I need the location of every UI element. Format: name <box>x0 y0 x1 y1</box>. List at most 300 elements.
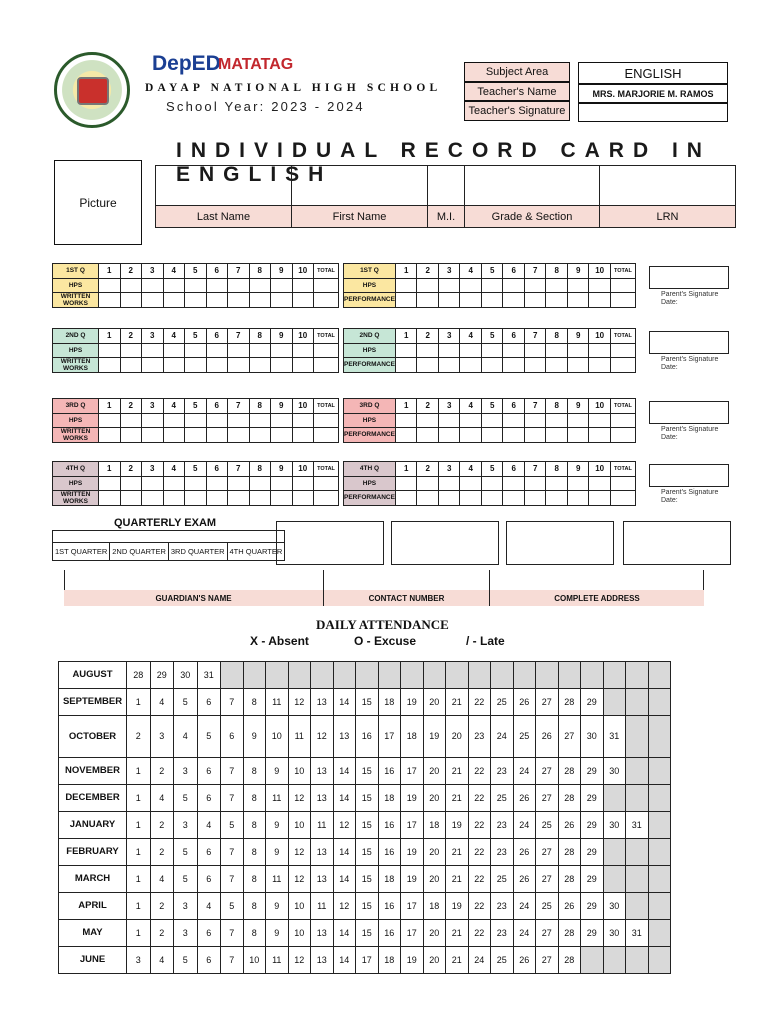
day-cell[interactable]: 23 <box>491 757 514 784</box>
hps-cell[interactable] <box>314 476 339 491</box>
score-cell[interactable] <box>567 491 589 506</box>
name-field-4[interactable] <box>600 166 736 206</box>
day-cell[interactable]: 2 <box>150 892 174 919</box>
hps-cell[interactable] <box>481 343 503 358</box>
score-cell[interactable] <box>249 491 271 506</box>
name-field-1[interactable] <box>292 166 428 206</box>
score-cell[interactable] <box>99 428 121 443</box>
score-cell[interactable] <box>610 491 635 506</box>
score-cell[interactable] <box>589 491 611 506</box>
day-cell[interactable]: 6 <box>197 688 221 715</box>
day-cell[interactable]: 5 <box>174 688 198 715</box>
day-cell[interactable]: 4 <box>150 688 174 715</box>
hps-cell[interactable] <box>99 278 121 293</box>
day-cell[interactable]: 4 <box>150 784 174 811</box>
score-cell[interactable] <box>314 491 339 506</box>
exam-box-4[interactable] <box>623 521 731 565</box>
hps-cell[interactable] <box>271 278 293 293</box>
day-cell[interactable]: 20 <box>423 919 446 946</box>
hps-cell[interactable] <box>481 476 503 491</box>
day-cell[interactable]: 9 <box>266 838 289 865</box>
day-cell[interactable]: 12 <box>288 838 311 865</box>
day-cell[interactable]: 13 <box>311 946 334 973</box>
hps-cell[interactable] <box>249 278 271 293</box>
day-cell[interactable]: 7 <box>221 784 244 811</box>
hps-cell[interactable] <box>228 413 250 428</box>
day-cell[interactable]: 13 <box>311 784 334 811</box>
hps-cell[interactable] <box>99 343 121 358</box>
hps-cell[interactable] <box>249 413 271 428</box>
score-cell[interactable] <box>503 491 525 506</box>
day-cell[interactable]: 24 <box>513 757 536 784</box>
day-cell[interactable]: 8 <box>243 757 266 784</box>
score-cell[interactable] <box>314 358 339 373</box>
score-cell[interactable] <box>395 491 417 506</box>
score-cell[interactable] <box>524 491 546 506</box>
day-cell[interactable]: 2 <box>150 838 174 865</box>
score-cell[interactable] <box>567 293 589 308</box>
score-cell[interactable] <box>206 358 228 373</box>
hps-cell[interactable] <box>292 278 314 293</box>
hps-cell[interactable] <box>185 413 207 428</box>
day-cell[interactable]: 15 <box>356 919 379 946</box>
hps-cell[interactable] <box>120 476 142 491</box>
score-cell[interactable] <box>610 358 635 373</box>
day-cell[interactable]: 12 <box>288 688 311 715</box>
day-cell[interactable]: 15 <box>356 892 379 919</box>
day-cell[interactable]: 18 <box>378 784 401 811</box>
day-cell[interactable]: 27 <box>536 919 559 946</box>
day-cell[interactable]: 30 <box>174 662 198 689</box>
score-cell[interactable] <box>185 358 207 373</box>
hps-cell[interactable] <box>142 476 164 491</box>
score-cell[interactable] <box>524 428 546 443</box>
hps-cell[interactable] <box>610 476 635 491</box>
score-cell[interactable] <box>567 358 589 373</box>
day-cell[interactable]: 7 <box>221 946 244 973</box>
day-cell[interactable]: 8 <box>243 892 266 919</box>
score-cell[interactable] <box>120 293 142 308</box>
day-cell[interactable]: 18 <box>378 688 401 715</box>
day-cell[interactable]: 25 <box>513 715 536 757</box>
day-cell[interactable]: 5 <box>221 811 244 838</box>
day-cell[interactable]: 4 <box>150 865 174 892</box>
name-field-0[interactable] <box>156 166 292 206</box>
day-cell[interactable]: 7 <box>221 688 244 715</box>
day-cell[interactable]: 14 <box>333 865 356 892</box>
hps-cell[interactable] <box>524 343 546 358</box>
hps-cell[interactable] <box>524 413 546 428</box>
day-cell[interactable]: 29 <box>581 688 604 715</box>
hps-cell[interactable] <box>185 343 207 358</box>
score-cell[interactable] <box>546 428 568 443</box>
score-cell[interactable] <box>249 428 271 443</box>
score-cell[interactable] <box>163 491 185 506</box>
hps-cell[interactable] <box>546 343 568 358</box>
day-cell[interactable]: 1 <box>127 688 151 715</box>
day-cell[interactable]: 8 <box>243 688 266 715</box>
day-cell[interactable]: 12 <box>288 865 311 892</box>
hps-cell[interactable] <box>292 343 314 358</box>
day-cell[interactable]: 22 <box>468 838 491 865</box>
day-cell[interactable]: 3 <box>174 811 198 838</box>
day-cell[interactable]: 15 <box>356 838 379 865</box>
score-cell[interactable] <box>292 293 314 308</box>
day-cell[interactable]: 18 <box>378 946 401 973</box>
day-cell[interactable]: 9 <box>266 811 289 838</box>
day-cell[interactable]: 21 <box>446 784 469 811</box>
hps-cell[interactable] <box>249 343 271 358</box>
day-cell[interactable]: 26 <box>558 892 581 919</box>
day-cell[interactable]: 4 <box>174 715 198 757</box>
score-cell[interactable] <box>460 293 482 308</box>
day-cell[interactable]: 6 <box>197 946 221 973</box>
day-cell[interactable]: 24 <box>513 811 536 838</box>
day-cell[interactable]: 31 <box>603 715 626 757</box>
day-cell[interactable]: 18 <box>423 811 446 838</box>
day-cell[interactable]: 6 <box>197 757 221 784</box>
day-cell[interactable]: 15 <box>356 757 379 784</box>
day-cell[interactable]: 21 <box>446 757 469 784</box>
day-cell[interactable]: 19 <box>446 892 469 919</box>
score-cell[interactable] <box>589 293 611 308</box>
exam-box-2[interactable] <box>391 521 499 565</box>
score-cell[interactable] <box>610 293 635 308</box>
score-cell[interactable] <box>460 428 482 443</box>
hps-cell[interactable] <box>206 343 228 358</box>
score-cell[interactable] <box>206 293 228 308</box>
day-cell[interactable]: 25 <box>491 946 514 973</box>
day-cell[interactable]: 16 <box>378 919 401 946</box>
day-cell[interactable]: 13 <box>333 715 356 757</box>
day-cell[interactable]: 1 <box>127 811 151 838</box>
parent-signature-box[interactable] <box>649 464 729 487</box>
hps-cell[interactable] <box>163 343 185 358</box>
hps-cell[interactable] <box>120 413 142 428</box>
day-cell[interactable]: 9 <box>266 919 289 946</box>
day-cell[interactable]: 17 <box>401 892 424 919</box>
hps-cell[interactable] <box>567 343 589 358</box>
day-cell[interactable]: 20 <box>423 784 446 811</box>
day-cell[interactable]: 25 <box>491 865 514 892</box>
day-cell[interactable]: 16 <box>378 892 401 919</box>
hps-cell[interactable] <box>99 476 121 491</box>
day-cell[interactable]: 16 <box>356 715 379 757</box>
day-cell[interactable]: 31 <box>197 662 221 689</box>
hps-cell[interactable] <box>271 343 293 358</box>
hps-cell[interactable] <box>163 476 185 491</box>
hps-cell[interactable] <box>395 278 417 293</box>
day-cell[interactable]: 4 <box>197 811 221 838</box>
score-cell[interactable] <box>99 491 121 506</box>
day-cell[interactable]: 26 <box>558 811 581 838</box>
day-cell[interactable]: 12 <box>288 946 311 973</box>
day-cell[interactable]: 18 <box>401 715 424 757</box>
day-cell[interactable]: 10 <box>288 811 311 838</box>
score-cell[interactable] <box>438 293 460 308</box>
name-field-2[interactable] <box>428 166 465 206</box>
day-cell[interactable]: 30 <box>603 757 626 784</box>
day-cell[interactable]: 29 <box>581 811 604 838</box>
score-cell[interactable] <box>417 428 439 443</box>
hps-cell[interactable] <box>206 476 228 491</box>
day-cell[interactable]: 30 <box>603 919 626 946</box>
score-cell[interactable] <box>589 428 611 443</box>
hps-cell[interactable] <box>228 278 250 293</box>
score-cell[interactable] <box>292 491 314 506</box>
score-cell[interactable] <box>503 428 525 443</box>
hps-cell[interactable] <box>185 278 207 293</box>
day-cell[interactable]: 23 <box>491 838 514 865</box>
hps-cell[interactable] <box>185 476 207 491</box>
day-cell[interactable]: 24 <box>513 919 536 946</box>
day-cell[interactable]: 21 <box>446 688 469 715</box>
day-cell[interactable]: 1 <box>127 784 151 811</box>
score-cell[interactable] <box>524 358 546 373</box>
hps-cell[interactable] <box>292 476 314 491</box>
day-cell[interactable]: 15 <box>356 811 379 838</box>
day-cell[interactable]: 11 <box>266 784 289 811</box>
hps-cell[interactable] <box>292 413 314 428</box>
score-cell[interactable] <box>206 491 228 506</box>
day-cell[interactable]: 22 <box>468 919 491 946</box>
score-cell[interactable] <box>417 491 439 506</box>
score-cell[interactable] <box>142 293 164 308</box>
hps-cell[interactable] <box>417 343 439 358</box>
day-cell[interactable]: 6 <box>197 865 221 892</box>
day-cell[interactable]: 28 <box>558 688 581 715</box>
hps-cell[interactable] <box>589 413 611 428</box>
hps-cell[interactable] <box>314 343 339 358</box>
hps-cell[interactable] <box>142 413 164 428</box>
day-cell[interactable]: 27 <box>536 865 559 892</box>
hps-cell[interactable] <box>271 476 293 491</box>
hps-cell[interactable] <box>589 343 611 358</box>
day-cell[interactable]: 19 <box>423 715 446 757</box>
day-cell[interactable]: 5 <box>174 865 198 892</box>
hps-cell[interactable] <box>438 476 460 491</box>
score-cell[interactable] <box>460 491 482 506</box>
day-cell[interactable]: 26 <box>513 865 536 892</box>
day-cell[interactable]: 17 <box>401 811 424 838</box>
hps-cell[interactable] <box>503 413 525 428</box>
hps-cell[interactable] <box>417 476 439 491</box>
score-cell[interactable] <box>142 358 164 373</box>
day-cell[interactable]: 7 <box>221 757 244 784</box>
day-cell[interactable]: 23 <box>491 892 514 919</box>
day-cell[interactable]: 17 <box>378 715 401 757</box>
day-cell[interactable]: 11 <box>266 946 289 973</box>
day-cell[interactable]: 5 <box>174 946 198 973</box>
day-cell[interactable]: 5 <box>174 784 198 811</box>
day-cell[interactable]: 10 <box>288 919 311 946</box>
day-cell[interactable]: 21 <box>446 838 469 865</box>
hps-cell[interactable] <box>610 413 635 428</box>
day-cell[interactable]: 10 <box>288 892 311 919</box>
score-cell[interactable] <box>120 358 142 373</box>
day-cell[interactable]: 1 <box>127 865 151 892</box>
hps-cell[interactable] <box>567 278 589 293</box>
day-cell[interactable]: 10 <box>266 715 289 757</box>
day-cell[interactable]: 11 <box>311 892 334 919</box>
score-cell[interactable] <box>142 428 164 443</box>
score-cell[interactable] <box>228 428 250 443</box>
day-cell[interactable]: 25 <box>491 784 514 811</box>
day-cell[interactable]: 23 <box>491 811 514 838</box>
score-cell[interactable] <box>395 293 417 308</box>
score-cell[interactable] <box>142 491 164 506</box>
day-cell[interactable]: 17 <box>401 757 424 784</box>
hps-cell[interactable] <box>395 343 417 358</box>
day-cell[interactable]: 12 <box>333 892 356 919</box>
day-cell[interactable]: 17 <box>401 919 424 946</box>
day-cell[interactable]: 19 <box>401 838 424 865</box>
hps-cell[interactable] <box>271 413 293 428</box>
hps-cell[interactable] <box>228 476 250 491</box>
day-cell[interactable]: 22 <box>468 688 491 715</box>
day-cell[interactable]: 20 <box>446 715 469 757</box>
score-cell[interactable] <box>314 293 339 308</box>
score-cell[interactable] <box>271 428 293 443</box>
day-cell[interactable]: 13 <box>311 688 334 715</box>
day-cell[interactable]: 26 <box>513 784 536 811</box>
score-cell[interactable] <box>271 293 293 308</box>
day-cell[interactable]: 3 <box>174 919 198 946</box>
hps-cell[interactable] <box>206 278 228 293</box>
hps-cell[interactable] <box>120 278 142 293</box>
day-cell[interactable]: 4 <box>197 892 221 919</box>
day-cell[interactable]: 25 <box>491 688 514 715</box>
day-cell[interactable]: 29 <box>581 892 604 919</box>
score-cell[interactable] <box>228 491 250 506</box>
day-cell[interactable]: 1 <box>127 919 151 946</box>
hps-cell[interactable] <box>460 278 482 293</box>
hps-cell[interactable] <box>438 343 460 358</box>
score-cell[interactable] <box>99 358 121 373</box>
day-cell[interactable]: 22 <box>468 865 491 892</box>
day-cell[interactable]: 3 <box>150 715 174 757</box>
day-cell[interactable]: 13 <box>311 865 334 892</box>
score-cell[interactable] <box>249 358 271 373</box>
day-cell[interactable]: 28 <box>127 662 151 689</box>
day-cell[interactable]: 6 <box>197 919 221 946</box>
parent-signature-box[interactable] <box>649 331 729 354</box>
day-cell[interactable]: 18 <box>378 865 401 892</box>
day-cell[interactable]: 9 <box>243 715 266 757</box>
hps-cell[interactable] <box>503 278 525 293</box>
day-cell[interactable]: 21 <box>446 919 469 946</box>
parent-signature-box[interactable] <box>649 266 729 289</box>
day-cell[interactable]: 19 <box>401 865 424 892</box>
day-cell[interactable]: 9 <box>266 757 289 784</box>
day-cell[interactable]: 14 <box>333 784 356 811</box>
score-cell[interactable] <box>546 358 568 373</box>
hps-cell[interactable] <box>142 278 164 293</box>
score-cell[interactable] <box>163 428 185 443</box>
day-cell[interactable]: 29 <box>581 838 604 865</box>
day-cell[interactable]: 16 <box>378 838 401 865</box>
hps-cell[interactable] <box>206 413 228 428</box>
hps-cell[interactable] <box>395 476 417 491</box>
score-cell[interactable] <box>185 293 207 308</box>
score-cell[interactable] <box>292 358 314 373</box>
score-cell[interactable] <box>314 428 339 443</box>
day-cell[interactable]: 8 <box>243 784 266 811</box>
score-cell[interactable] <box>249 293 271 308</box>
score-cell[interactable] <box>460 358 482 373</box>
day-cell[interactable]: 19 <box>401 784 424 811</box>
day-cell[interactable]: 24 <box>491 715 514 757</box>
day-cell[interactable]: 22 <box>468 757 491 784</box>
day-cell[interactable]: 6 <box>197 784 221 811</box>
hps-cell[interactable] <box>460 343 482 358</box>
day-cell[interactable]: 3 <box>127 946 151 973</box>
day-cell[interactable]: 27 <box>536 688 559 715</box>
day-cell[interactable]: 18 <box>423 892 446 919</box>
score-cell[interactable] <box>206 428 228 443</box>
score-cell[interactable] <box>163 358 185 373</box>
day-cell[interactable]: 21 <box>446 946 469 973</box>
day-cell[interactable]: 23 <box>468 715 491 757</box>
day-cell[interactable]: 14 <box>333 919 356 946</box>
hps-cell[interactable] <box>460 413 482 428</box>
score-cell[interactable] <box>481 293 503 308</box>
day-cell[interactable]: 28 <box>558 919 581 946</box>
score-cell[interactable] <box>271 491 293 506</box>
day-cell[interactable]: 16 <box>378 757 401 784</box>
score-cell[interactable] <box>417 358 439 373</box>
day-cell[interactable]: 5 <box>174 838 198 865</box>
day-cell[interactable]: 22 <box>468 784 491 811</box>
day-cell[interactable]: 26 <box>513 946 536 973</box>
day-cell[interactable]: 26 <box>513 838 536 865</box>
day-cell[interactable]: 20 <box>423 946 446 973</box>
day-cell[interactable]: 22 <box>468 811 491 838</box>
day-cell[interactable]: 27 <box>558 715 581 757</box>
day-cell[interactable]: 13 <box>311 757 334 784</box>
day-cell[interactable]: 10 <box>288 757 311 784</box>
score-cell[interactable] <box>438 428 460 443</box>
hps-cell[interactable] <box>503 343 525 358</box>
hps-cell[interactable] <box>163 413 185 428</box>
hps-cell[interactable] <box>395 413 417 428</box>
score-cell[interactable] <box>292 428 314 443</box>
day-cell[interactable]: 12 <box>333 811 356 838</box>
day-cell[interactable]: 13 <box>311 838 334 865</box>
exam-box-3[interactable] <box>506 521 614 565</box>
exam-box-1[interactable] <box>276 521 384 565</box>
day-cell[interactable]: 19 <box>401 946 424 973</box>
score-cell[interactable] <box>120 428 142 443</box>
hps-cell[interactable] <box>546 278 568 293</box>
hps-cell[interactable] <box>610 278 635 293</box>
hps-cell[interactable] <box>503 476 525 491</box>
hps-cell[interactable] <box>417 413 439 428</box>
score-cell[interactable] <box>185 428 207 443</box>
day-cell[interactable]: 5 <box>197 715 221 757</box>
hps-cell[interactable] <box>120 343 142 358</box>
day-cell[interactable]: 7 <box>221 838 244 865</box>
score-cell[interactable] <box>228 293 250 308</box>
day-cell[interactable]: 12 <box>311 715 334 757</box>
day-cell[interactable]: 2 <box>150 811 174 838</box>
score-cell[interactable] <box>524 293 546 308</box>
day-cell[interactable]: 30 <box>581 715 604 757</box>
hps-cell[interactable] <box>460 476 482 491</box>
day-cell[interactable]: 29 <box>150 662 174 689</box>
day-cell[interactable]: 1 <box>127 757 151 784</box>
day-cell[interactable]: 28 <box>558 838 581 865</box>
